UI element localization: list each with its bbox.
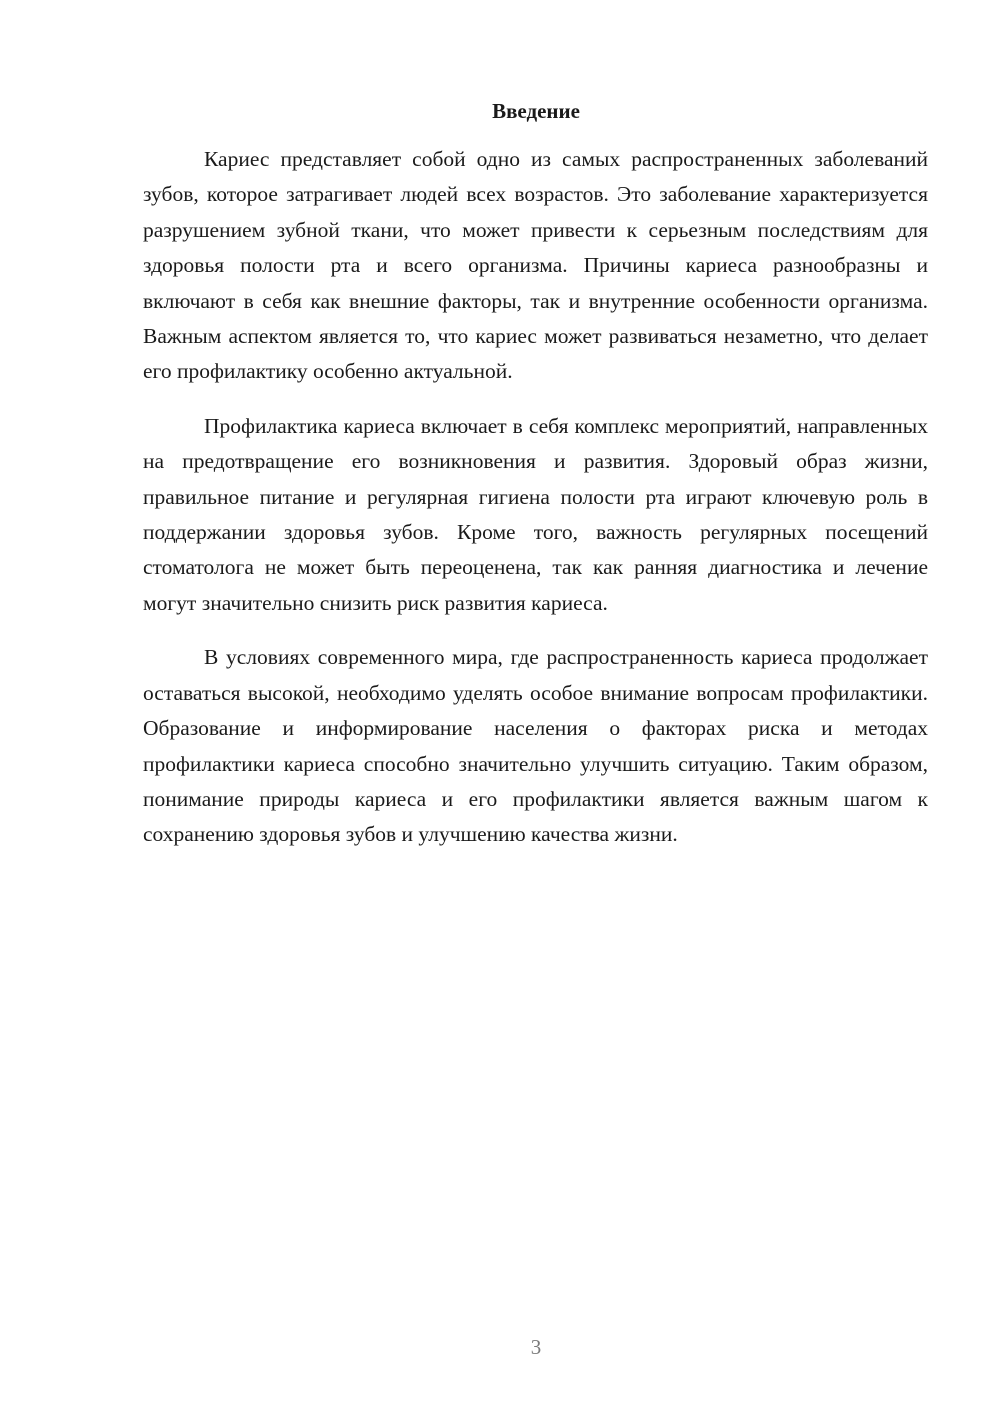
- page-number: 3: [530, 1335, 542, 1359]
- paragraph-intro: Кариес представляет собой одно из самых распространенных заболеваний зубов, которое затрагивает людей всех возрастов. Это заболевание характеризуется разрушением зубной ткани, что может привести к серьезным последствиям для здоровья полости рта и всего организма. Причины кариеса разнообразны и включают в себя как внешние факторы, так и внутренние особенности организма. Важным аспектом является то, что кариес может развиваться незаметно, что делает его профилактику особенно актуальной.: [143, 147, 928, 384]
- paragraph-conclusion: В условиях современного мира, где распространенность кариеса продолжает оставаться высокой, необходимо уделять особое внимание вопросам профилактики. Образование и информирование населения о факторах риска и методах профилактики кариеса способно значительно улучшить ситуацию. Таким образом, понимание природы кариеса и его профилактики является важным шагом к сохранению здоровья зубов и улучшению качества жизни.: [143, 645, 928, 847]
- paragraph-prevention: Профилактика кариеса включает в себя комплекс мероприятий, направленных на предотвращение его возникновения и развития. Здоровый образ жизни, правильное питание и регулярная гигиена полости рта играют ключевую роль в поддержании здоровья зубов. Кроме того, важность регулярных посещений стоматолога не может быть переоценена, так как ранняя диагностика и лечение могут значительно снизить риск развития кариеса.: [143, 413, 928, 615]
- page-title: Введение: [492, 99, 580, 123]
- document-body: [143, 142, 928, 872]
